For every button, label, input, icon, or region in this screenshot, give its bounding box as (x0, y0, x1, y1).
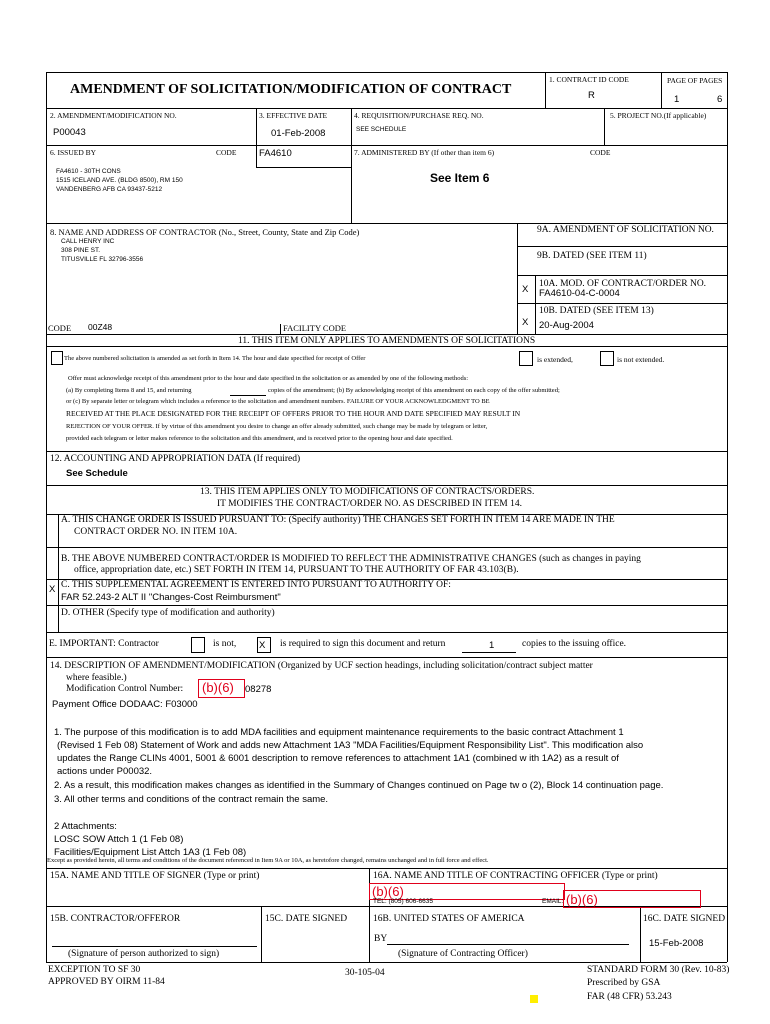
is-required-label: is required to sign this document and return (280, 639, 446, 649)
item-14-para-2: 2. As a result, this modification makes changes as identified in the Summary of Changes continued on Page tw o (2), Block 14 continuation page. (54, 780, 664, 791)
contractor-line-3: TITUSVILLE FL 32796-3556 (61, 256, 144, 263)
issued-by-label: 6. ISSUED BY (50, 148, 97, 157)
yellow-marker (530, 995, 538, 1003)
mcn-suffix: 08278 (245, 684, 272, 695)
payment-office: Payment Office DODAAC: F03000 (52, 699, 198, 710)
footer-form-name: STANDARD FORM 30 (Rev. 10-83) (587, 965, 730, 975)
administered-by-label: 7. ADMINISTERED BY (If other than item 6) (354, 148, 495, 157)
amendment-no: P00043 (53, 127, 86, 138)
item-13c-line-2: FAR 52.243-2 ALT II "Changes-Cost Reimbursment" (61, 592, 281, 603)
facility-code-label: FACILITY CODE (283, 323, 347, 333)
item-14-label-2: where feasible.) (66, 673, 127, 683)
effective-date: 01-Feb-2008 (271, 128, 326, 139)
solicitation-amended-checkbox[interactable] (51, 351, 63, 365)
item-13b-line-1: B. THE ABOVE NUMBERED CONTRACT/ORDER IS MODIFIED TO REFLECT THE ADMINISTRATIVE CHANGES (such as changes in paying (61, 554, 641, 564)
item-10b-check: X (522, 317, 529, 328)
is-not-checkbox[interactable] (191, 637, 205, 653)
item-11-heading: 11. THIS ITEM ONLY APPLIES TO AMENDMENTS OF SOLICITATIONS (238, 336, 536, 346)
item-13-heading-1: 13. THIS ITEM APPLIES ONLY TO MODIFICATIONS OF CONTRACTS/ORDERS. (200, 487, 535, 497)
item-11-para-2b: copies of the amendment; (b) By acknowledging receipt of this amendment on each copy of the offer submitted; (268, 387, 560, 394)
item-13c-check: X (49, 584, 56, 595)
item-10b-label: 10B. DATED (SEE ITEM 13) (539, 306, 654, 316)
co-name-redacted: (b)(6) (372, 884, 404, 899)
effective-date-label: 3. EFFECTIVE DATE (259, 111, 328, 120)
copies-suffix: copies to the issuing office. (522, 639, 627, 649)
co-email-redacted: (b)(6) (566, 892, 598, 907)
issuer-line-3: VANDENBERG AFB CA 93437-5212 (56, 186, 163, 193)
co-signature-caption: (Signature of Contracting Officer) (398, 949, 528, 959)
item-16a-label: 16A. NAME AND TITLE OF CONTRACTING OFFICER (Type or print) (373, 871, 658, 881)
item-12-value: See Schedule (66, 468, 128, 479)
item-14-label-1: 14. DESCRIPTION OF AMENDMENT/MODIFICATION (Organized by UCF section headings, including solicitation/contract subject matter (50, 661, 593, 671)
not-extended-checkbox[interactable] (600, 351, 614, 366)
item-11-para-6: provided each telegram or letter makes reference to the solicitation and this amendment, and is received prior to the opening hour and date specified. (66, 435, 453, 442)
item-10a-label: 10A. MOD. OF CONTRACT/ORDER NO. (539, 279, 707, 289)
item-15c-label: 15C. DATE SIGNED (265, 914, 348, 924)
item-9b-label: 9B. DATED (SEE ITEM 11) (537, 251, 647, 261)
project-no-label: 5. PROJECT NO.(If applicable) (610, 111, 707, 120)
item-13a-line-2: CONTRACT ORDER NO. IN ITEM 10A. (74, 527, 238, 537)
footer-prescribed: Prescribed by GSA (587, 978, 661, 988)
footer-center-code: 30-105-04 (345, 968, 385, 978)
item-10a-value: FA4610-04-C-0004 (539, 288, 620, 299)
attachments-label: 2 Attachments: (54, 821, 117, 832)
item-13b-line-2: office, appropriation date, etc.) SET FORTH IN ITEM 14, PURSUANT TO THE AUTHORITY OF FAR 43.103(B). (74, 565, 519, 575)
item-11-para-4: RECEIVED AT THE PLACE DESIGNATED FOR THE RECEIPT OF OFFERS PRIOR TO THE HOUR AND DATE SPECIFIED MAY RESULT IN (66, 409, 521, 418)
item-14-para-1-line-1: 1. The purpose of this modification is to add MDA facilities and equipment maintenance requirements to the basic contract Attachment 1 (54, 727, 624, 738)
code-label-6: CODE (216, 148, 237, 157)
item-11-para-3: or (c) By separate letter or telegram which includes a reference to the solicitation and amendment numbers. FAILURE OF YOUR ACKNOWLEDGMENT TO BE (66, 398, 490, 405)
contractor-line-1: CALL HENRY INC (61, 238, 115, 245)
requisition-label: 4. REQUISITION/PURCHASE REQ. NO. (354, 111, 484, 120)
copies-count: 1 (489, 640, 495, 651)
item-13c-line-1: C. THIS SUPPLEMENTAL AGREEMENT IS ENTERED INTO PURSUANT TO AUTHORITY OF: (61, 580, 451, 590)
mcn-label: Modification Control Number: (66, 684, 184, 694)
mcn-redacted: (b)(6) (202, 680, 234, 695)
administered-by-value: See Item 6 (430, 171, 490, 185)
item-11-line-1: The above numbered solicitation is amended as set forth in Item 14. The hour and date specified for receipt of Offer (64, 355, 366, 362)
important-label: E. IMPORTANT: Contractor (49, 639, 159, 649)
page-of-pages-label: PAGE OF PAGES (667, 76, 723, 85)
item-11-para-1: Offer must acknowledge receipt of this amendment prior to the hour and date specified in the solicitation or as amended by one of the following methods: (68, 375, 469, 382)
total-pages: 6 (717, 94, 723, 105)
is-not-label: is not, (213, 639, 237, 649)
item-13-heading-2: IT MODIFIES THE CONTRACT/ORDER NO. AS DESCRIBED IN ITEM 14. (217, 499, 522, 509)
item-14-para-1-line-3: updates the Range CLINs 4001, 5001 & 6001 description to remove references to attachment 1A1 (combined w ith 1A2) as a result of (57, 753, 619, 764)
co-date-signed: 15-Feb-2008 (649, 938, 704, 949)
item-13a-line-1: A. THIS CHANGE ORDER IS ISSUED PURSUANT TO: (Specify authority) THE CHANGES SET FORTH IN ITEM 14 ARE MADE IN THE (61, 515, 615, 525)
issuer-line-2: 1515 ICELAND AVE. (BLDG 8500), RM 150 (56, 177, 183, 184)
item-10a-check: X (522, 284, 529, 295)
attachment-1: LOSC SOW Attch 1 (1 Feb 08) (54, 834, 184, 845)
by-label: BY (374, 934, 388, 944)
item-10b-value: 20-Aug-2004 (539, 320, 594, 331)
except-clause: Except as provided herein, all terms and conditions of the document referenced in Item 9A or 10A, as heretofore changed, remains unchanged and in full force and effect. (47, 857, 489, 864)
attachment-2: Facilities/Equipment List Attch 1A3 (1 Feb 08) (54, 847, 247, 858)
item-15b-label: 15B. CONTRACTOR/OFFEROR (50, 914, 181, 924)
item-14-para-1-line-4: actions under P00032. (57, 766, 153, 777)
issuer-line-1: FA4610 - 30TH CONS (56, 168, 121, 175)
co-email-label: EMAIL: (542, 898, 564, 905)
amendment-no-label: 2. AMENDMENT/MODIFICATION NO. (50, 111, 177, 120)
issuer-code: FA4610 (259, 148, 292, 159)
not-extended-label: is not extended. (617, 355, 665, 364)
contractor-signature-caption: (Signature of person authorized to sign) (68, 949, 220, 959)
requisition: SEE SCHEDULE (356, 126, 407, 133)
footer-exception: EXCEPTION TO SF 30 (48, 965, 141, 975)
is-required-check-mark: X (259, 640, 266, 651)
contractor-code-label: CODE (48, 323, 72, 333)
contractor-code: 00Z48 (88, 322, 113, 332)
contractor-line-2: 308 PINE ST. (61, 247, 101, 254)
item-16c-label: 16C. DATE SIGNED (643, 914, 726, 924)
item-13d-line-1: D. OTHER (Specify type of modification and authority) (61, 608, 275, 618)
contractor-label: 8. NAME AND ADDRESS OF CONTRACTOR (No., Street, County, State and Zip Code) (50, 227, 360, 237)
item-15a-label: 15A. NAME AND TITLE OF SIGNER (Type or print) (50, 871, 260, 881)
contract-id-code: R (588, 90, 595, 101)
page-number: 1 (674, 94, 680, 105)
is-extended-label: is extended, (537, 355, 573, 364)
footer-approved: APPROVED BY OIRM 11-84 (48, 977, 165, 987)
item-11-para-2a: (a) By completing Items 8 and 15, and returning (66, 387, 192, 394)
co-tel: TEL: (805) 606-6635 (373, 898, 433, 905)
item-14-para-1-line-2: (Revised 1 Feb 08) Statement of Work and adds new Attachment 1A3 "MDA Facilities/Equipment Responsibility List". This modification also (57, 740, 644, 751)
form-title: AMENDMENT OF SOLICITATION/MODIFICATION OF CONTRACT (70, 82, 512, 97)
item-11-para-5: REJECTION OF YOUR OFFER. If by virtue of this amendment you desire to change an offer already submitted, such change may be made by telegram or letter, (66, 423, 488, 430)
item-14-para-3: 3. All other terms and conditions of the contract remain the same. (54, 794, 329, 805)
is-extended-checkbox[interactable] (519, 351, 533, 366)
code-label-7: CODE (590, 148, 611, 157)
item-12-label: 12. ACCOUNTING AND APPROPRIATION DATA (If required) (50, 454, 301, 464)
item-9a-label: 9A. AMENDMENT OF SOLICITATION NO. (537, 225, 714, 235)
contract-id-code-label: 1. CONTRACT ID CODE (549, 75, 629, 84)
item-16b-label: 16B. UNITED STATES OF AMERICA (373, 914, 525, 924)
footer-far: FAR (48 CFR) 53.243 (587, 992, 672, 1002)
